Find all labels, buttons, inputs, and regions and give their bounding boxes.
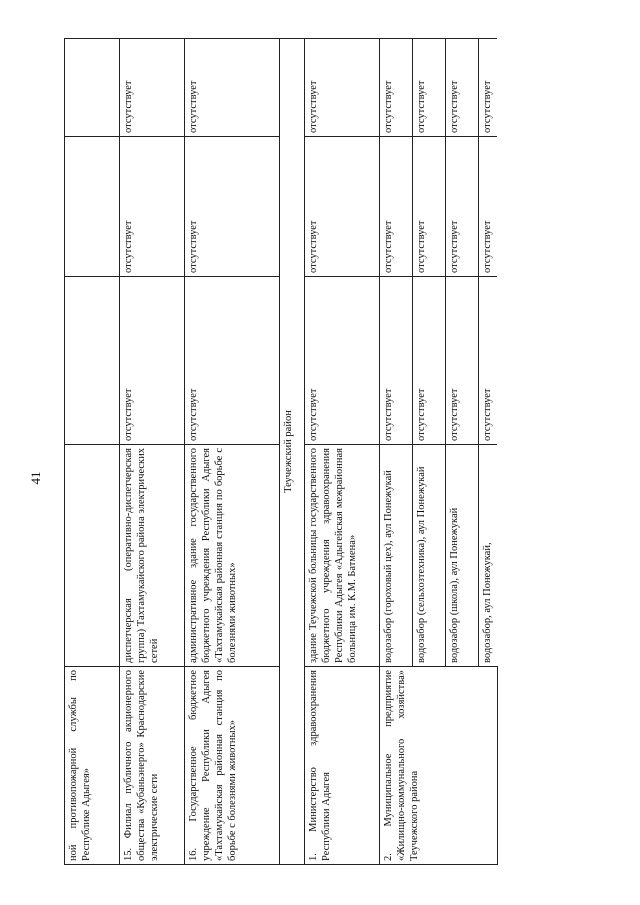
status-cell: отсутствует — [413, 137, 446, 277]
table-row — [380, 39, 413, 865]
object-cell: водозабор (гороховый цех), аул Понежукай — [380, 445, 413, 667]
status-cell: отсутствует — [479, 137, 498, 277]
status-cell: отсутствует — [446, 277, 479, 445]
status-cell: отсутствует — [380, 137, 413, 277]
status-cell: отсутствует — [479, 39, 498, 137]
organization-cell: 16. Государственное бюджетное учреждение Республики Адыгея «Тахтамукайская районная станция по борьбе с болезнями животных» — [185, 667, 280, 865]
table-row — [305, 39, 380, 865]
object-cell: водозабор (школа), аул Понежукай — [446, 445, 479, 667]
district-header-row — [280, 39, 305, 865]
status-cell: отсутствует — [413, 277, 446, 445]
status-cell: отсутствует — [185, 39, 280, 137]
organization-cell: 1. Министерство здравоохранения Республики Адыгея — [305, 667, 380, 865]
status-cell: отсутствует — [185, 137, 280, 277]
organization-cell: ной противопожарной службы по Республике Адыгея» — [65, 667, 120, 865]
objects-table — [64, 38, 498, 865]
table-row — [120, 39, 185, 865]
object-cell: водозабор, аул Понежукай, — [479, 445, 498, 667]
district-header: Теучежский район — [280, 39, 305, 865]
status-cell — [65, 39, 120, 137]
status-cell: отсутствует — [120, 39, 185, 137]
status-cell: отсутствует — [305, 137, 380, 277]
status-cell: отсутствует — [305, 39, 380, 137]
status-cell: отсутствует — [413, 39, 446, 137]
status-cell: отсутствует — [380, 39, 413, 137]
organization-cell: 15. Филиал публичного акционерного общества «Кубаньэнерго» Краснодарские электрические сети — [120, 667, 185, 865]
status-cell: отсутствует — [446, 137, 479, 277]
table-row — [185, 39, 280, 865]
object-cell: административное здание государственного бюджетного учреждения Республики Адыгея «Тахтамукайская районная станция по борьбе с болезнями животных» — [185, 445, 280, 667]
status-cell: отсутствует — [305, 277, 380, 445]
table-row — [65, 39, 120, 865]
object-cell: водозабор (сельхозтехника), аул Понежукай — [413, 445, 446, 667]
rotated-table-page — [64, 39, 562, 865]
organization-cell: 2. Муниципальное предприятие «Жилищно-коммунального хозяйства» Теучежского района — [380, 667, 498, 865]
status-cell: отсутствует — [446, 39, 479, 137]
status-cell — [65, 137, 120, 277]
status-cell: отсутствует — [479, 277, 498, 445]
status-cell: отсутствует — [120, 137, 185, 277]
status-cell: отсутствует — [120, 277, 185, 445]
object-cell: диспетчерская (оперативно-диспетчерская группа) Тахтамукайского района электрических сетей — [120, 445, 185, 667]
status-cell — [65, 277, 120, 445]
object-cell: здание Теучежской больницы государственного бюджетного учреждения здравоохранения Республики Адыгея «Адыгейская межрайонная больница им. К.М. Батмена» — [305, 445, 380, 667]
status-cell: отсутствует — [185, 277, 280, 445]
object-cell — [65, 445, 120, 667]
status-cell: отсутствует — [380, 277, 413, 445]
page-number: 41 — [28, 471, 43, 485]
